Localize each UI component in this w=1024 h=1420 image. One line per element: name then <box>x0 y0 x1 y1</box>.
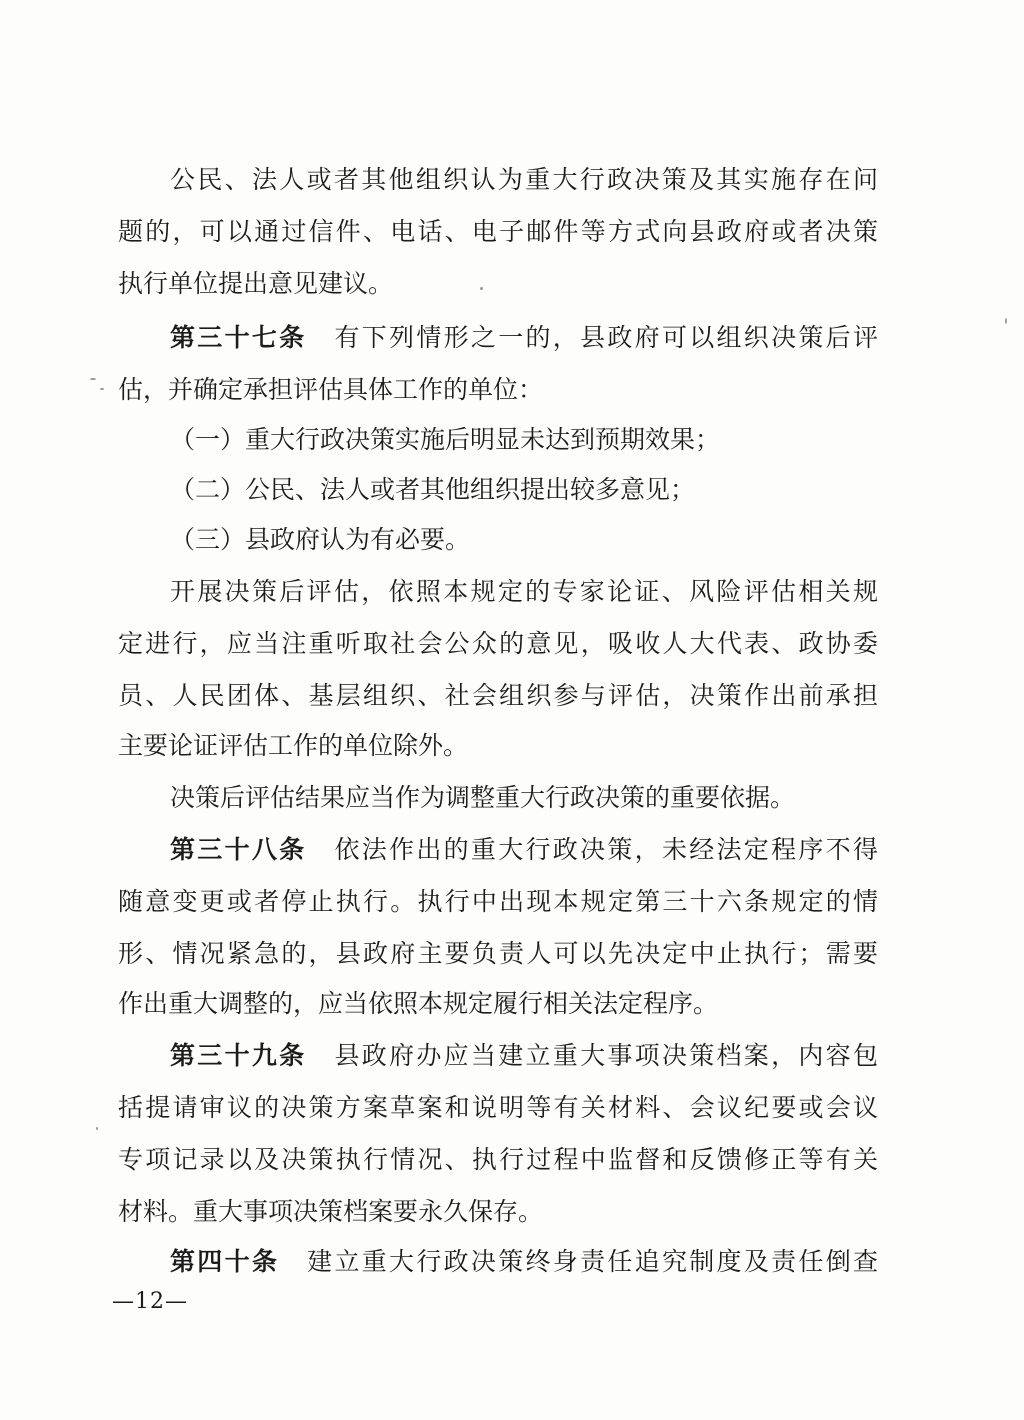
page-number: —12— <box>112 1289 188 1314</box>
text-line: 专项记录以及决策执行情况、执行过程中监督和反馈修正等有关 <box>118 1145 878 1174</box>
text-line: 随意变更或者停止执行。执行中出现本规定第三十六条规定的情 <box>118 887 878 916</box>
scan-speck <box>480 287 483 290</box>
article-line <box>170 830 878 870</box>
article-text: 建立重大行政决策终身责任追究制度及责任倒查 <box>307 1247 878 1276</box>
list-item: （二）公民、法人或者其他组织提出较多意见； <box>170 475 696 504</box>
text-line: 作出重大调整的，应当依照本规定履行相关法定程序。 <box>118 989 719 1018</box>
scan-speck <box>1005 318 1007 324</box>
text-line: 公民、法人或者其他组织认为重大行政决策及其实施存在问 <box>170 165 878 194</box>
text-line: 开展决策后评估，依照本规定的专家论证、风险评估相关规 <box>170 577 878 606</box>
text-line: 定进行，应当注重听取社会公众的意见，吸收人大代表、政协委 <box>118 629 878 658</box>
article-heading: 第三十七条 <box>170 323 307 352</box>
list-item: （一）重大行政决策实施后明显未达到预期效果； <box>170 425 721 454</box>
article-heading: 第三十九条 <box>170 1041 307 1070</box>
article-heading: 第三十八条 <box>170 835 307 864</box>
article-line <box>170 318 878 358</box>
text-line: 估，并确定承担评估具体工作的单位： <box>118 375 544 404</box>
article-text: 县政府办应当建立重大事项决策档案，内容包 <box>334 1041 878 1070</box>
text-line: 执行单位提出意见建议。 <box>118 269 394 298</box>
article-heading: 第四十条 <box>170 1247 280 1276</box>
text-line: 形、情况紧急的，县政府主要负责人可以先决定中止执行；需要 <box>118 939 878 968</box>
text-line: 员、人民团体、基层组织、社会组织参与评估，决策作出前承担 <box>118 681 878 710</box>
text-line: 材料。重大事项决策档案要永久保存。 <box>118 1197 544 1226</box>
text-line: 括提请审议的决策方案草案和说明等有关材料、会议纪要或会议 <box>118 1093 878 1122</box>
text-line: 决策后评估结果应当作为调整重大行政决策的重要依据。 <box>170 783 796 812</box>
list-item: （三）县政府认为有必要。 <box>170 525 471 554</box>
article-line <box>170 1036 878 1076</box>
scan-speck <box>90 378 96 380</box>
article-text: 有下列情形之一的，县政府可以组织决策后评 <box>334 323 878 352</box>
text-line: 主要论证评估工作的单位除外。 <box>118 731 469 760</box>
text-line: 题的，可以通过信件、电话、电子邮件等方式向县政府或者决策 <box>118 217 878 246</box>
article-text: 依法作出的重大行政决策，未经法定程序不得 <box>334 835 878 864</box>
scan-speck <box>100 388 104 390</box>
scan-speck <box>96 1127 98 1130</box>
article-line <box>170 1242 878 1282</box>
